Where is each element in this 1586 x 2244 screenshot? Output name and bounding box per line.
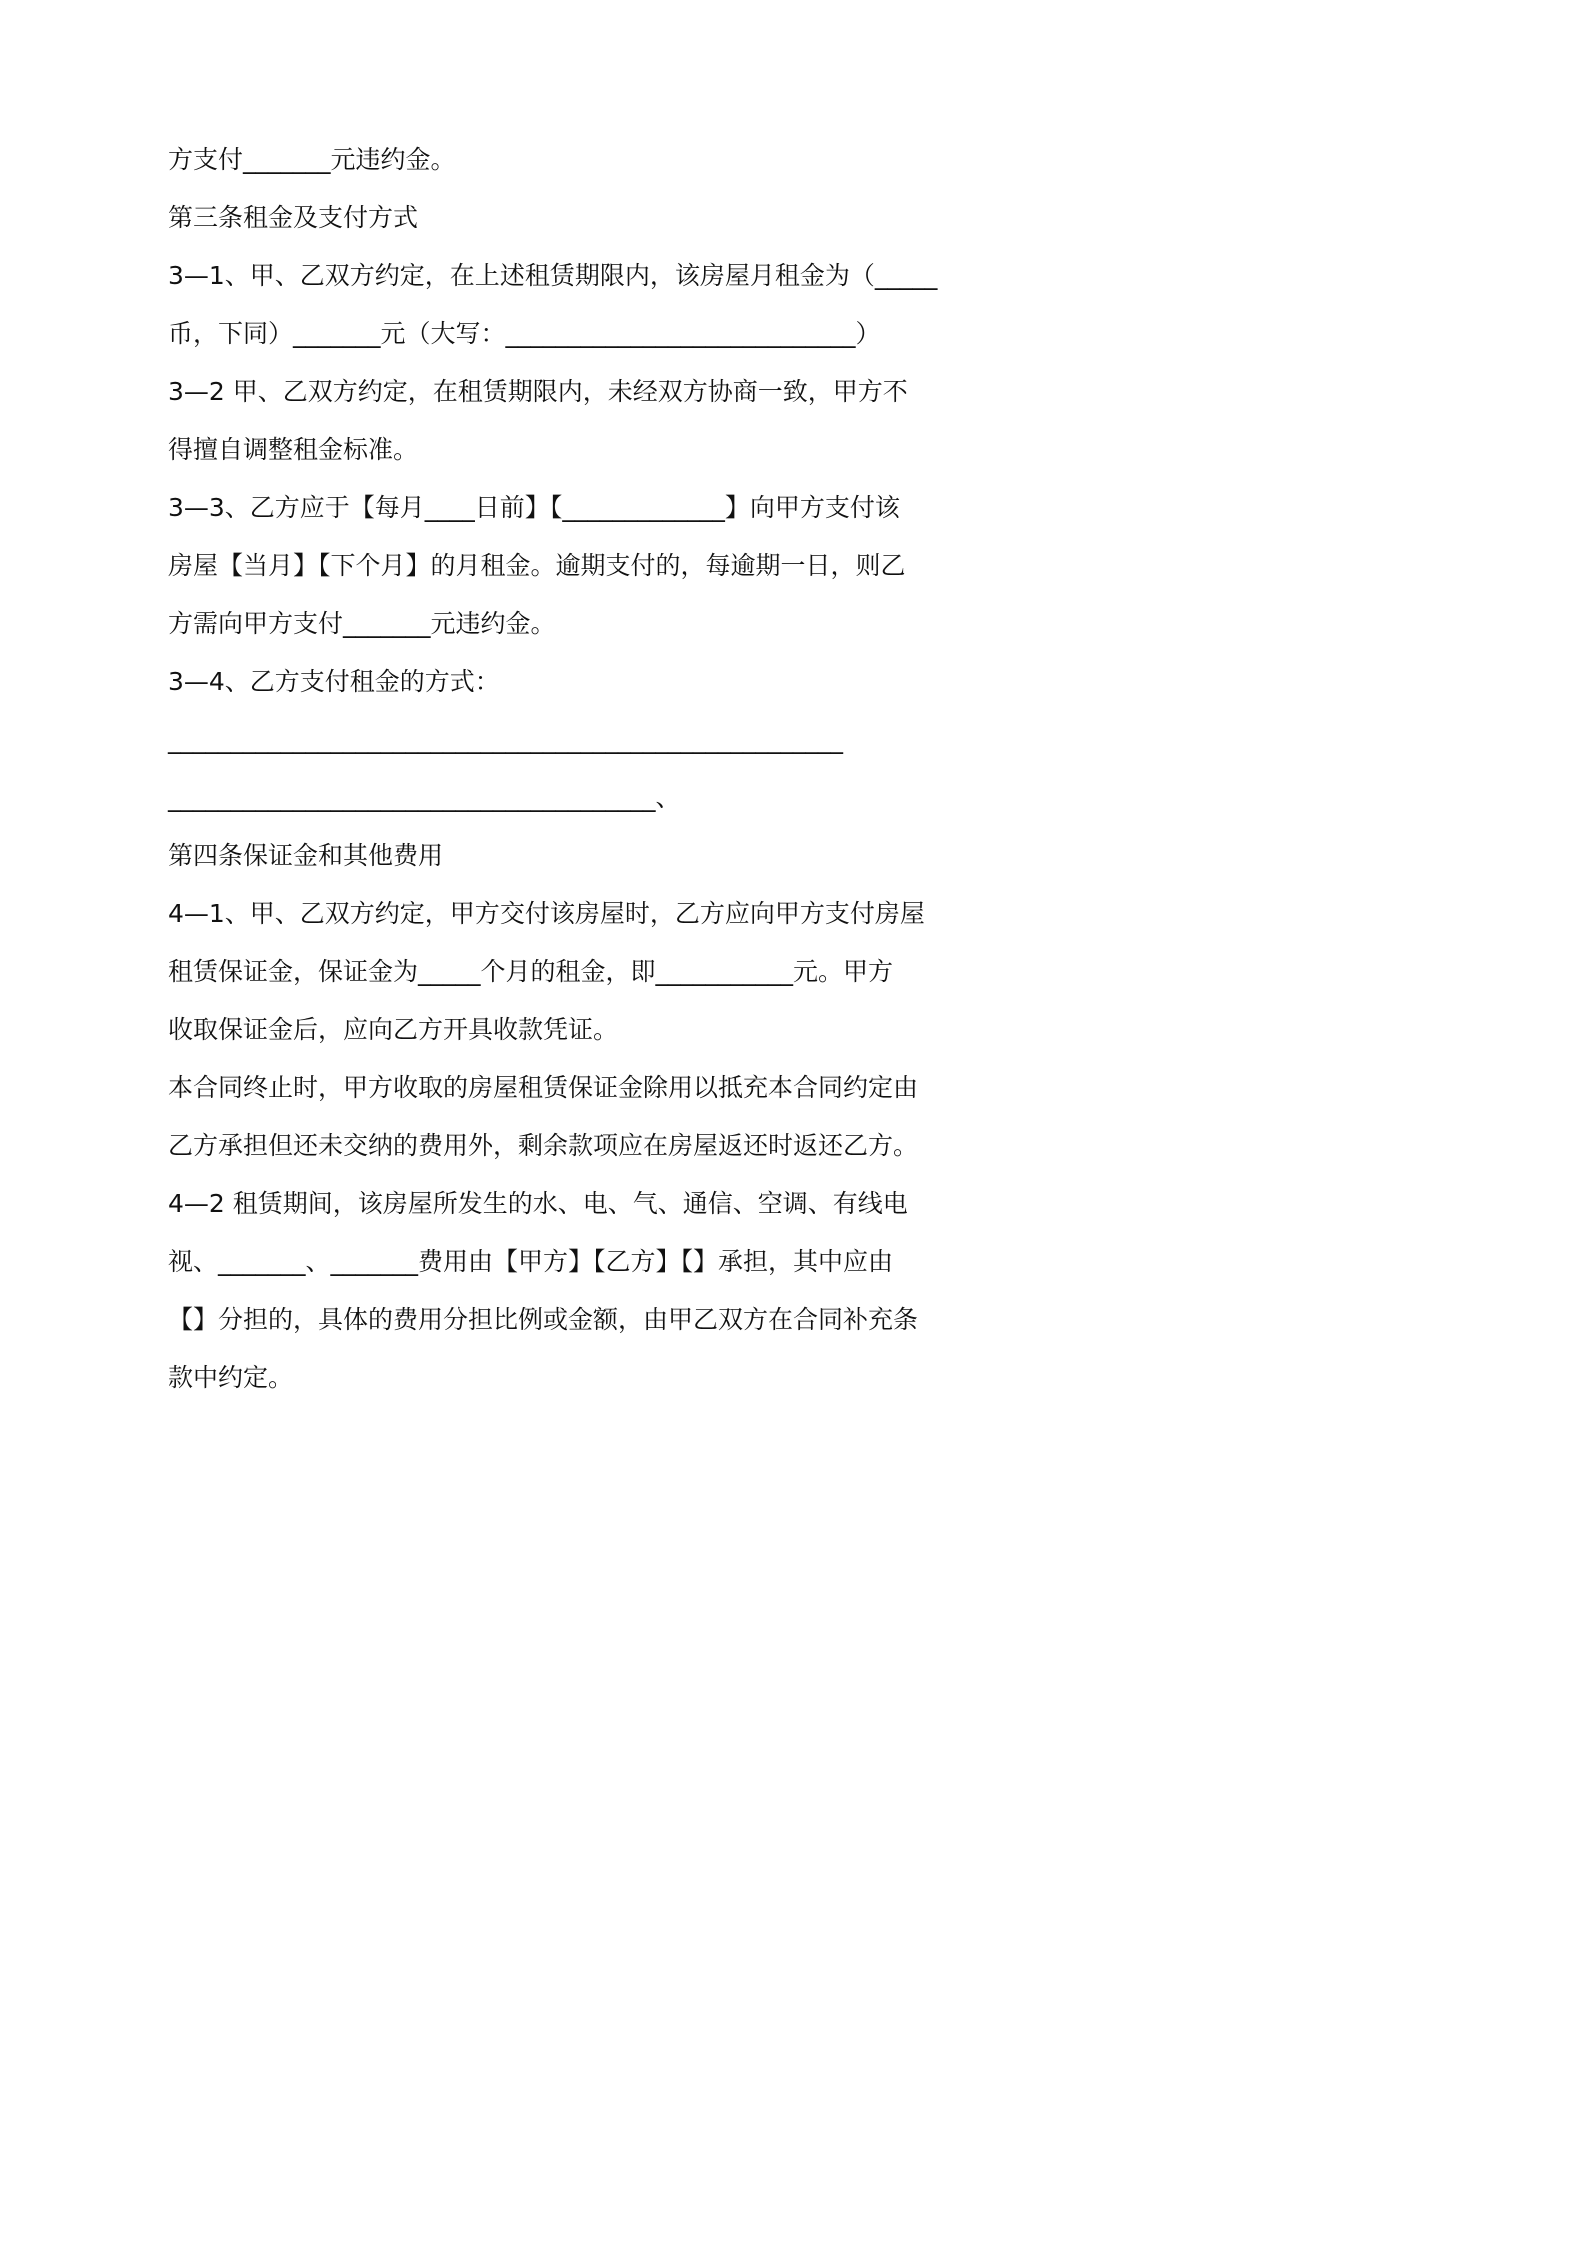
text-line: 得擅自调整租金标准。 xyxy=(168,435,419,464)
text-line: 3—1、甲、乙双方约定，在上述租赁期限内，该房屋月租金为（_____ xyxy=(168,261,938,290)
section-heading-4: 第四条保证金和其他费用 xyxy=(168,841,444,870)
text-line: 币，下同）_______元（大写：____________________________） xyxy=(168,319,881,348)
text-line: 方支付_______元违约金。 xyxy=(168,145,456,174)
section-heading-3: 第三条租金及支付方式 xyxy=(168,203,419,232)
text-line: 3—4、乙方支付租金的方式： xyxy=(168,667,500,696)
text-line: 租赁保证金，保证金为_____个月的租金，即___________元。甲方 xyxy=(168,957,894,986)
text-line: 视、_______、_______费用由【甲方】【乙方】【】承担，其中应由 xyxy=(168,1247,894,1276)
text-line: 款中约定。 xyxy=(168,1363,294,1392)
text-line: 本合同终止时，甲方收取的房屋租赁保证金除用以抵充本合同约定由 xyxy=(168,1073,919,1102)
text-line: 【】分担的，具体的费用分担比例或金额，由甲乙双方在合同补充条 xyxy=(168,1305,919,1334)
text-line: 房屋【当月】【下个月】的月租金。逾期支付的，每逾期一日，则乙 xyxy=(168,551,906,580)
blank-fill-line: ______________________________________________________ xyxy=(168,725,843,754)
contract-page xyxy=(0,0,1105,1563)
text-line: 收取保证金后，应向乙方开具收款凭证。 xyxy=(168,1015,619,1044)
text-line: 乙方承担但还未交纳的费用外，剩余款项应在房屋返还时返还乙方。 xyxy=(168,1131,919,1160)
text-line: 方需向甲方支付_______元违约金。 xyxy=(168,609,556,638)
text-line: 4—2 租赁期间，该房屋所发生的水、电、气、通信、空调、有线电 xyxy=(168,1189,908,1218)
blank-fill-line: _______________________________________、 xyxy=(168,783,681,812)
text-line: 3—3、乙方应于【每月____日前】【_____________】向甲方支付该 xyxy=(168,493,900,522)
text-line: 4—1、甲、乙双方约定，甲方交付该房屋时，乙方应向甲方支付房屋 xyxy=(168,899,925,928)
text-line: 3—2 甲、乙双方约定，在租赁期限内，未经双方协商一致，甲方不 xyxy=(168,377,908,406)
